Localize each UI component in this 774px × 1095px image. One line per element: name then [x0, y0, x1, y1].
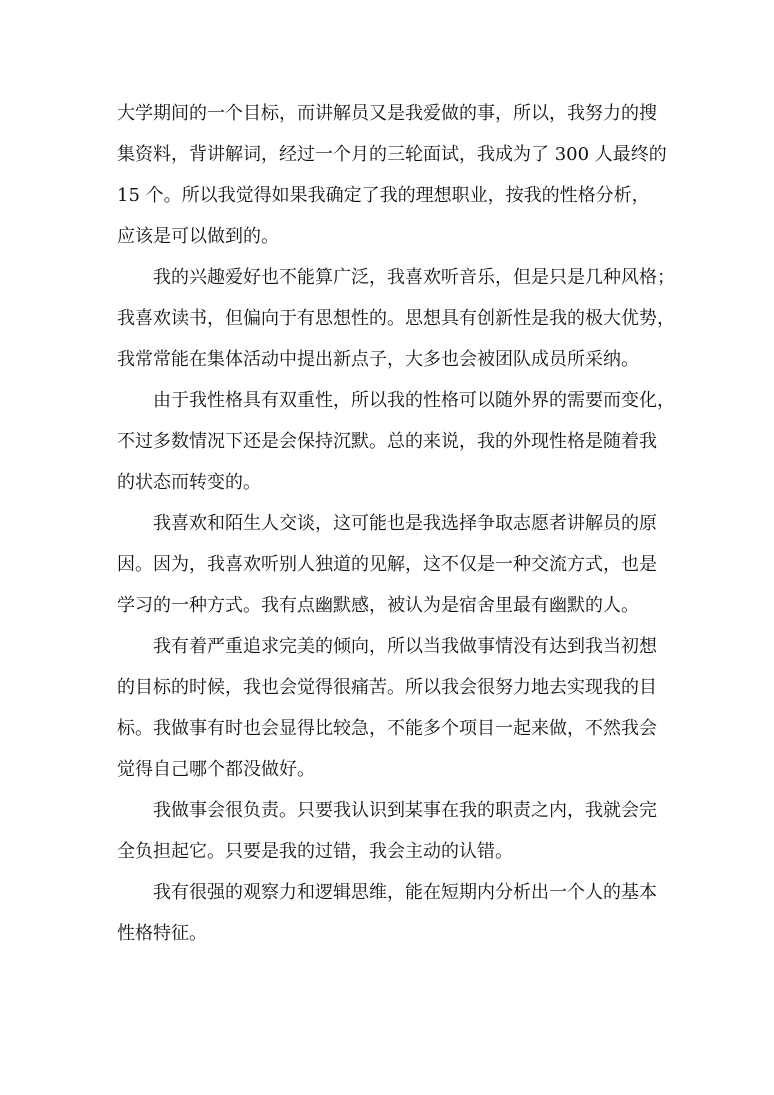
paragraph-2 [117, 260, 675, 383]
text-line: 的目标的时候，我也会觉得很痛苦。所以我会很努力地去实现我的目 [117, 677, 657, 698]
text-line: 应该是可以做到的。 [117, 226, 279, 247]
paragraph-7 [117, 875, 665, 957]
text-line: 不过多数情况下还是会保持沉默。总的来说，我的外现性格是随着我 [117, 431, 657, 452]
text-line: 我做事会很负责。只要我认识到某事在我的职责之内，我就会完 [153, 800, 657, 821]
paragraph-1 [117, 96, 665, 260]
text-line: 由于我性格具有双重性，所以我的性格可以随外界的需要而变化， [153, 390, 675, 411]
text-line: 我有着严重追求完美的倾向，所以当我做事情没有达到我当初想 [153, 636, 657, 657]
text-line: 我的兴趣爱好也不能算广泛，我喜欢听音乐，但是只是几种风格； [153, 267, 675, 288]
text-line: 我常常能在集体活动中提出新点子，大多也会被团队成员所采纳。 [117, 349, 639, 370]
text-line: 大学期间的一个目标，而讲解员又是我爱做的事，所以，我努力的搜 [117, 103, 657, 124]
text-line: 的状态而转变的。 [117, 472, 261, 493]
text-line: 我有很强的观察力和逻辑思维，能在短期内分析出一个人的基本 [153, 882, 657, 903]
text-line: 15 个。所以我觉得如果我确定了我的理想职业，按我的性格分析， [117, 185, 650, 206]
paragraph-4 [117, 506, 665, 629]
body-text [117, 96, 675, 957]
text-line: 全负担起它。只要是我的过错，我会主动的认错。 [117, 841, 513, 862]
paragraph-3 [117, 383, 675, 506]
text-line: 性格特征。 [117, 923, 207, 944]
paragraph-6 [117, 793, 665, 875]
text-line: 集资料，背讲解词，经过一个月的三轮面试，我成为了 300 人最终的 [117, 144, 667, 165]
text-line: 我喜欢读书，但偏向于有思想性的。思想具有创新性是我的极大优势， [117, 308, 675, 329]
text-line: 我喜欢和陌生人交谈，这可能也是我选择争取志愿者讲解员的原 [153, 513, 657, 534]
paragraph-5 [117, 629, 665, 793]
text-line: 因。因为，我喜欢听别人独道的见解，这不仅是一种交流方式，也是 [117, 554, 657, 575]
text-line: 学习的一种方式。我有点幽默感，被认为是宿舍里最有幽默的人。 [117, 595, 639, 616]
text-line: 标。我做事有时也会显得比较急，不能多个项目一起来做，不然我会 [117, 718, 657, 739]
text-line: 觉得自己哪个都没做好。 [117, 759, 315, 780]
